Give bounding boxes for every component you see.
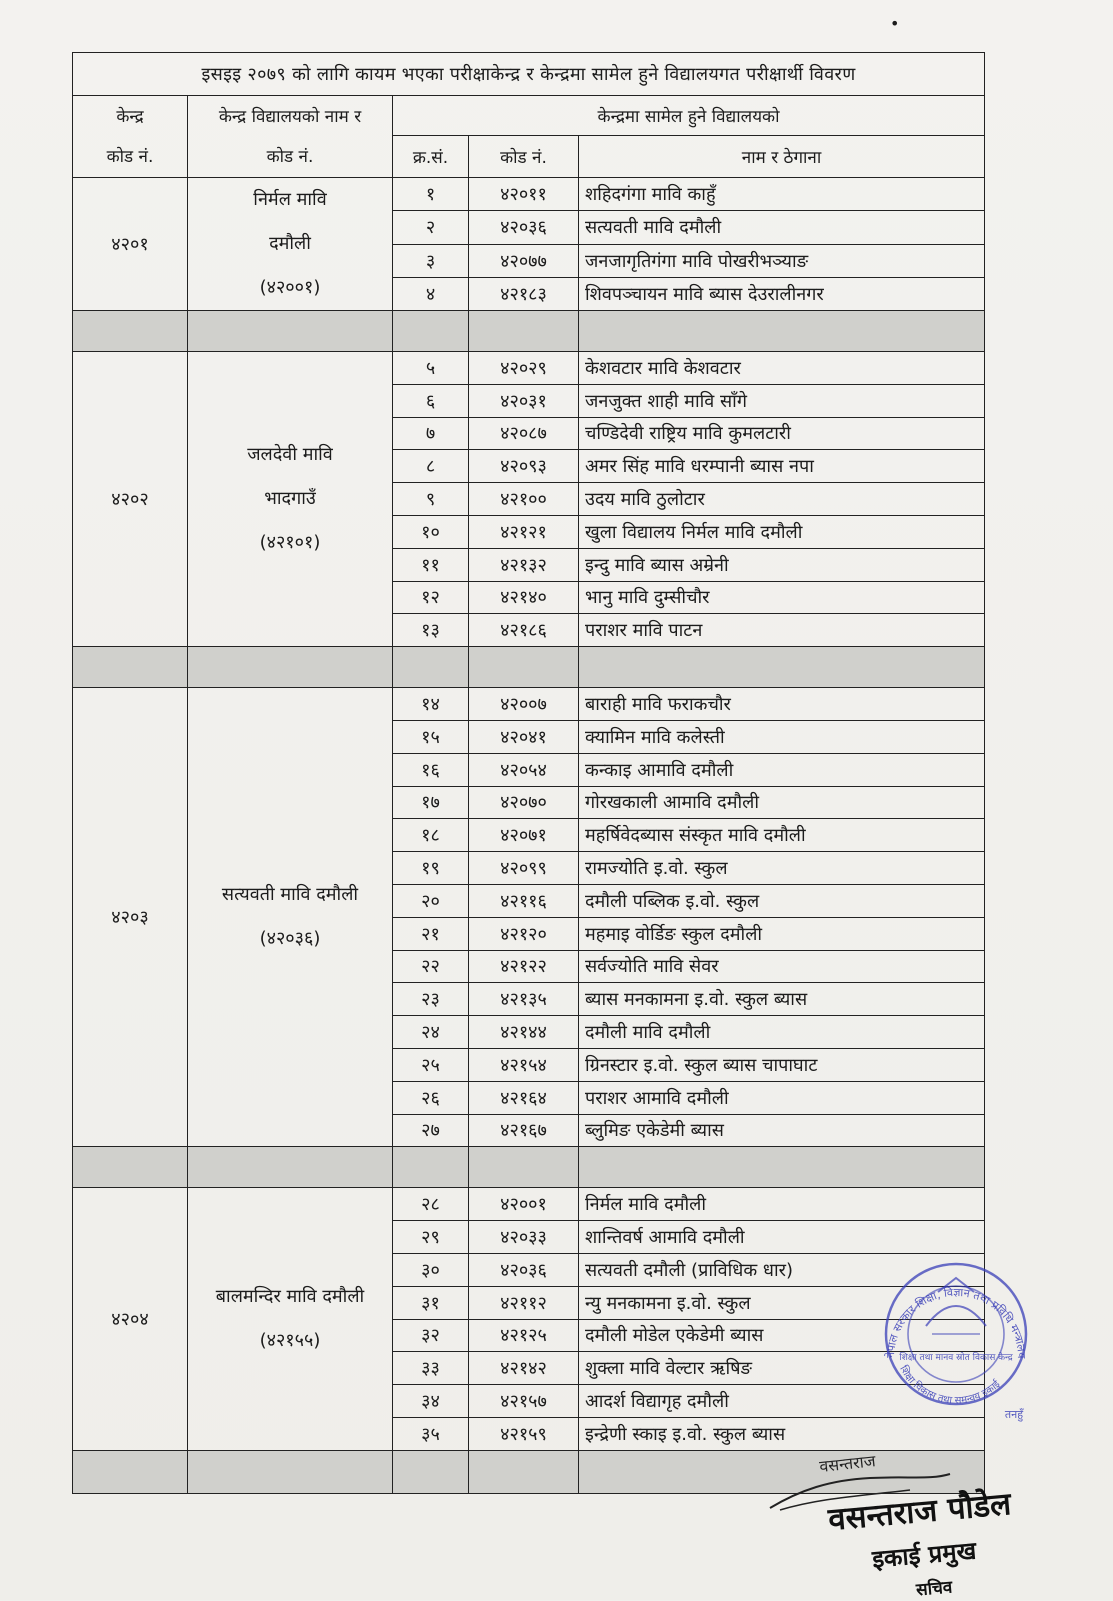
row-school-name: महमाइ वोर्डिङ स्कुल दमौली bbox=[579, 917, 985, 950]
row-code: ४२१४० bbox=[469, 581, 579, 614]
signature-scribble-text: वसन्तराज bbox=[818, 1451, 877, 1476]
separator-cell bbox=[188, 1450, 393, 1493]
row-school-name: चण्डिदेवी राष्ट्रिय मावि कुमलटारी bbox=[579, 417, 985, 450]
row-code: ४२०३६ bbox=[469, 1253, 579, 1286]
separator-cell bbox=[73, 1147, 188, 1188]
separator-cell bbox=[579, 647, 985, 688]
row-school-name: आदर्श विद्यागृह दमौली bbox=[579, 1385, 985, 1418]
separator-cell bbox=[188, 311, 393, 352]
row-school-name: कन्काइ आमावि दमौली bbox=[579, 753, 985, 786]
row-school-name: महर्षिवेदब्यास संस्कृत मावि दमौली bbox=[579, 819, 985, 852]
header-center-code-line2: कोड नं. bbox=[106, 146, 154, 167]
row-code: ४२०७७ bbox=[469, 244, 579, 277]
row-sn: २८ bbox=[393, 1188, 469, 1221]
row-code: ४२१८६ bbox=[469, 614, 579, 647]
center-school-name-line: (४२००१) bbox=[259, 277, 321, 298]
row-sn: १५ bbox=[393, 720, 469, 753]
header-sn: क्र.सं. bbox=[393, 136, 469, 178]
row-code: ४२१२२ bbox=[469, 950, 579, 983]
separator-cell bbox=[188, 1147, 393, 1188]
row-code: ४२०७१ bbox=[469, 819, 579, 852]
center-code: ४२०१ bbox=[73, 178, 188, 311]
center-school-name bbox=[188, 1188, 393, 1450]
row-code: ४२०३१ bbox=[469, 384, 579, 417]
row-school-name: शान्तिवर्ष आमावि दमौली bbox=[579, 1221, 985, 1254]
row-sn: ५ bbox=[393, 352, 469, 385]
row-code: ४२१४२ bbox=[469, 1352, 579, 1385]
row-sn: १८ bbox=[393, 819, 469, 852]
row-school-name: अमर सिंह मावि धरम्पानी ब्यास नपा bbox=[579, 450, 985, 483]
signatory-name: वसन्तराज पौडेल bbox=[826, 1486, 1013, 1538]
seal-inner-text: शिक्षा तथा मानव स्रोत विकास केन्द्र bbox=[899, 1353, 1013, 1363]
row-code: ४२०८७ bbox=[469, 417, 579, 450]
header-center-code-line1: केन्द्र bbox=[116, 106, 144, 127]
signatory-title: इकाई प्रमुख bbox=[871, 1536, 978, 1574]
header-center-school bbox=[188, 96, 393, 178]
row-code: ४२१८३ bbox=[469, 277, 579, 310]
row-sn: १ bbox=[393, 178, 469, 211]
row-code: ४२१५४ bbox=[469, 1048, 579, 1081]
row-school-name: जनजुक्त शाही मावि साँगे bbox=[579, 384, 985, 417]
row-sn: १७ bbox=[393, 786, 469, 819]
row-school-name: गोरखकाली आमावि दमौली bbox=[579, 786, 985, 819]
row-code: ४२०४१ bbox=[469, 720, 579, 753]
header-included-schools: केन्द्रमा सामेल हुने विद्यालयको bbox=[393, 96, 985, 136]
row-sn: २४ bbox=[393, 1016, 469, 1049]
row-school-name: ग्रिनस्टार इ.वो. स्कुल ब्यास चापाघाट bbox=[579, 1048, 985, 1081]
row-sn: ३ bbox=[393, 244, 469, 277]
row-school-name: इन्दु मावि ब्यास अम्रेनी bbox=[579, 548, 985, 581]
row-code: ४२०९३ bbox=[469, 450, 579, 483]
center-school-name bbox=[188, 178, 393, 311]
separator-cell bbox=[393, 1147, 469, 1188]
top-mark: • bbox=[890, 14, 900, 33]
table-title: इसइइ २०७९ को लागि कायम भएका परीक्षाकेन्द्र र केन्द्रमा सामेल हुने विद्यालयगत परीक्षार्थी विवरण bbox=[73, 53, 985, 96]
row-code: ४२०९९ bbox=[469, 852, 579, 885]
separator-cell bbox=[188, 647, 393, 688]
row-school-name: उदय मावि ठुलोटार bbox=[579, 483, 985, 516]
row-school-name: दमौली मोडेल एकेडेमी ब्यास bbox=[579, 1319, 985, 1352]
row-code: ४२१३५ bbox=[469, 983, 579, 1016]
row-sn: ३२ bbox=[393, 1319, 469, 1352]
row-school-name: न्यु मनकामना इ.वो. स्कुल bbox=[579, 1286, 985, 1319]
row-sn: ३५ bbox=[393, 1417, 469, 1450]
table-row bbox=[73, 178, 985, 211]
row-school-name: इन्द्रेणी स्काइ इ.वो. स्कुल ब्यास bbox=[579, 1417, 985, 1450]
row-code: ४२१५९ bbox=[469, 1417, 579, 1450]
row-sn: २० bbox=[393, 884, 469, 917]
row-code: ४२१२५ bbox=[469, 1319, 579, 1352]
header-center-school-line2: कोड नं. bbox=[266, 146, 314, 167]
row-sn: २ bbox=[393, 211, 469, 244]
center-code: ४२०२ bbox=[73, 352, 188, 647]
row-sn: ३० bbox=[393, 1253, 469, 1286]
row-school-name: रामज्योति इ.वो. स्कुल bbox=[579, 852, 985, 885]
separator-cell bbox=[393, 311, 469, 352]
row-school-name: दमौली मावि दमौली bbox=[579, 1016, 985, 1049]
center-school-name-line: सत्यवती मावि दमौली bbox=[221, 884, 359, 906]
row-sn: ९ bbox=[393, 483, 469, 516]
row-code: ४२०५४ bbox=[469, 753, 579, 786]
row-code: ४२१६४ bbox=[469, 1081, 579, 1114]
row-sn: २२ bbox=[393, 950, 469, 983]
center-school-name-line: भादगाउँ bbox=[264, 488, 316, 510]
row-sn: ३४ bbox=[393, 1385, 469, 1418]
row-code: ४२१२१ bbox=[469, 515, 579, 548]
row-school-name: खुला विद्यालय निर्मल मावि दमौली bbox=[579, 515, 985, 548]
row-code: ४२१२० bbox=[469, 917, 579, 950]
center-school-name bbox=[188, 352, 393, 647]
row-school-name: सत्यवती दमौली (प्राविधिक धार) bbox=[579, 1253, 985, 1286]
row-code: ४२११६ bbox=[469, 884, 579, 917]
row-sn: ८ bbox=[393, 450, 469, 483]
row-school-name: शिवपञ्चायन मावि ब्यास देउरालीनगर bbox=[579, 277, 985, 310]
row-code: ४२००१ bbox=[469, 1188, 579, 1221]
header-center-school-line1: केन्द्र विद्यालयको नाम र bbox=[218, 106, 362, 127]
row-sn: २६ bbox=[393, 1081, 469, 1114]
row-school-name: जनजागृतिगंगा मावि पोखरीभञ्याङ bbox=[579, 244, 985, 277]
row-sn: १० bbox=[393, 515, 469, 548]
signatory-subtitle: सचिव bbox=[915, 1577, 954, 1601]
separator-cell bbox=[393, 647, 469, 688]
separator-row bbox=[73, 311, 985, 352]
separator-cell bbox=[579, 311, 985, 352]
center-school-name-line: (४२०३६) bbox=[259, 928, 321, 950]
separator-cell bbox=[73, 647, 188, 688]
center-school-name bbox=[188, 688, 393, 1147]
center-school-name-line: (४२१५५) bbox=[259, 1330, 321, 1352]
table-row bbox=[73, 352, 985, 385]
row-sn: ६ bbox=[393, 384, 469, 417]
row-school-name: पराशर आमावि दमौली bbox=[579, 1081, 985, 1114]
row-school-name: सर्वज्योति मावि सेवर bbox=[579, 950, 985, 983]
row-code: ४२१६७ bbox=[469, 1114, 579, 1147]
row-code: ४२१५७ bbox=[469, 1385, 579, 1418]
signature-block bbox=[760, 1450, 1090, 1600]
row-school-name: क्यामिन मावि कलेस्ती bbox=[579, 720, 985, 753]
row-sn: २१ bbox=[393, 917, 469, 950]
office-seal-stamp bbox=[864, 1248, 1044, 1428]
separator-cell bbox=[469, 1147, 579, 1188]
seal-outer-text: नेपाल सरकार शिक्षा, विज्ञान तथा प्रविधि मन्त्रालय bbox=[883, 1285, 1029, 1359]
row-code: ४२११२ bbox=[469, 1286, 579, 1319]
row-sn: २३ bbox=[393, 983, 469, 1016]
seal-bottom-text: शिक्षा विकास तथा समन्वय इकाई bbox=[897, 1364, 1003, 1407]
center-school-name-line: दमौली bbox=[269, 233, 311, 254]
center-school-name-line: निर्मल मावि bbox=[253, 189, 327, 210]
row-school-name: शुक्ला मावि वेल्टार ऋषिङ bbox=[579, 1352, 985, 1385]
center-code: ४२०३ bbox=[73, 688, 188, 1147]
row-sn: १४ bbox=[393, 688, 469, 721]
row-sn: १३ bbox=[393, 614, 469, 647]
row-school-name: निर्मल मावि दमौली bbox=[579, 1188, 985, 1221]
row-sn: ११ bbox=[393, 548, 469, 581]
row-school-name: केशवटार मावि केशवटार bbox=[579, 352, 985, 385]
row-school-name: ब्लुमिङ एकेडेमी ब्यास bbox=[579, 1114, 985, 1147]
row-sn: ३१ bbox=[393, 1286, 469, 1319]
row-sn: २५ bbox=[393, 1048, 469, 1081]
row-sn: ४ bbox=[393, 277, 469, 310]
separator-cell bbox=[469, 647, 579, 688]
row-sn: १२ bbox=[393, 581, 469, 614]
row-school-name: पराशर मावि पाटन bbox=[579, 614, 985, 647]
row-school-name: सत्यवती मावि दमौली bbox=[579, 211, 985, 244]
row-code: ४२०३३ bbox=[469, 1221, 579, 1254]
separator-cell bbox=[73, 311, 188, 352]
row-school-name: भानु मावि दुम्सीचौर bbox=[579, 581, 985, 614]
separator-cell bbox=[393, 1450, 469, 1493]
row-sn: १६ bbox=[393, 753, 469, 786]
row-code: ४२०७० bbox=[469, 786, 579, 819]
row-school-name: दमौली पब्लिक इ.वो. स्कुल bbox=[579, 884, 985, 917]
row-school-name: बाराही मावि फराकचौर bbox=[579, 688, 985, 721]
row-code: ४२०३६ bbox=[469, 211, 579, 244]
row-school-name: ब्यास मनकामना इ.वो. स्कुल ब्यास bbox=[579, 983, 985, 1016]
row-code: ४२०११ bbox=[469, 178, 579, 211]
table-row bbox=[73, 688, 985, 721]
row-sn: २७ bbox=[393, 1114, 469, 1147]
row-sn: २९ bbox=[393, 1221, 469, 1254]
row-code: ४२००७ bbox=[469, 688, 579, 721]
center-code: ४२०४ bbox=[73, 1188, 188, 1450]
center-school-name-line: (४२१०१) bbox=[259, 532, 321, 554]
separator-cell bbox=[469, 1450, 579, 1493]
table-row bbox=[73, 1188, 985, 1221]
separator-cell bbox=[469, 311, 579, 352]
row-code: ४२१३२ bbox=[469, 548, 579, 581]
center-school-name-line: जलदेवी मावि bbox=[247, 444, 333, 466]
row-sn: १९ bbox=[393, 852, 469, 885]
row-code: ४२१०० bbox=[469, 483, 579, 516]
header-code: कोड नं. bbox=[469, 136, 579, 178]
separator-cell bbox=[73, 1450, 188, 1493]
header-name-address: नाम र ठेगाना bbox=[579, 136, 985, 178]
exam-center-table bbox=[72, 52, 985, 1494]
row-sn: ३३ bbox=[393, 1352, 469, 1385]
header-center-code bbox=[73, 96, 188, 178]
row-code: ४२०२९ bbox=[469, 352, 579, 385]
separator-row bbox=[73, 647, 985, 688]
row-school-name: शहिदगंगा मावि काहुँ bbox=[579, 178, 985, 211]
center-school-name-line: बालमन्दिर मावि दमौली bbox=[215, 1286, 365, 1308]
row-sn: ७ bbox=[393, 417, 469, 450]
separator-row bbox=[73, 1147, 985, 1188]
separator-cell bbox=[579, 1147, 985, 1188]
row-code: ४२१४४ bbox=[469, 1016, 579, 1049]
seal-place: तनहुँ bbox=[1004, 1408, 1024, 1421]
